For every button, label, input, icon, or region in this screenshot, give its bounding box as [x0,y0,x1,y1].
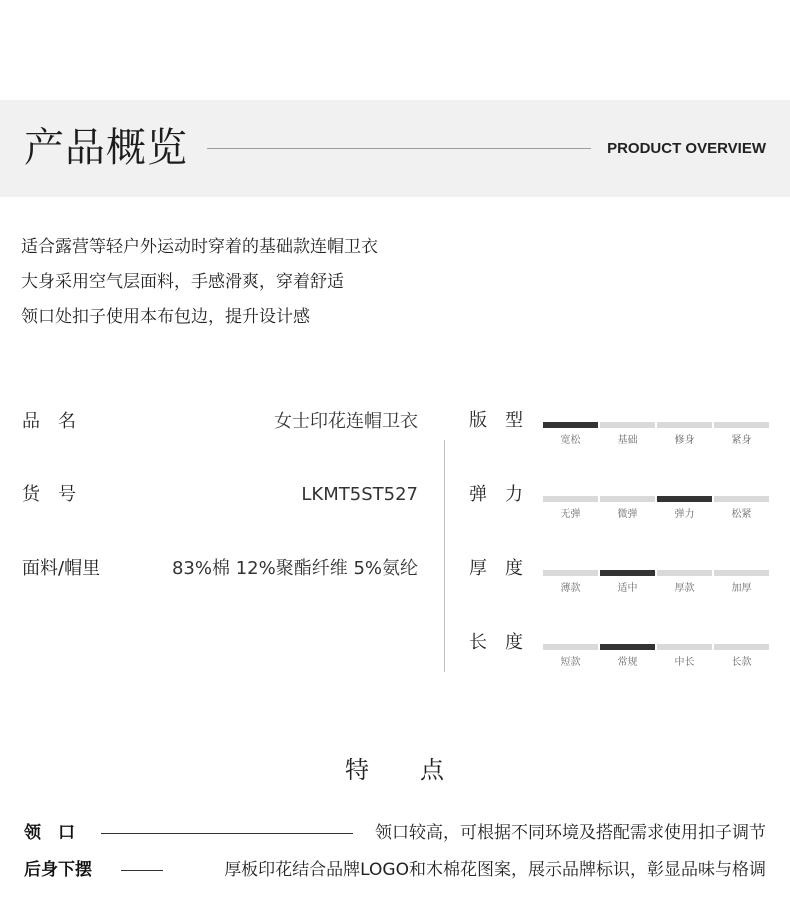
page-title: 产品概览 [24,125,188,171]
scale-option-label: 厚款 [674,583,695,594]
intro-line: 领口处扣子使用本布包边，提升设计感 [21,307,310,327]
scale-segment [543,496,598,502]
spec-value: 女士印花连帽卫衣 [274,411,418,432]
scale-option-label: 微弹 [617,509,638,520]
scale-thickness [469,560,769,610]
scale-segment-selected [657,496,712,502]
scale-segment-selected [543,422,598,428]
features-title: 特 点 [345,756,445,784]
spec-label: 货 号 [22,484,76,505]
spec-label: 品 名 [22,411,76,432]
scale-segment-selected [600,644,655,650]
feature-desc: 领口较高，可根据不同环境及搭配需求使用扣子调节 [375,823,766,843]
scale-option-label: 基础 [617,435,638,446]
scale-fit [469,412,769,462]
scale-label: 厚 度 [469,558,523,579]
scale-segment [714,644,769,650]
spec-value: 83%棉 12%聚酯纤维 5%氨纶 [171,558,418,579]
spec-row-sku [22,482,418,508]
scale-segment [657,422,712,428]
spec-value: LKMT5ST527 [301,484,418,505]
overview-banner [0,100,790,197]
intro-line: 适合露营等轻户外运动时穿着的基础款连帽卫衣 [21,237,378,257]
scale-option-label: 适中 [617,583,638,594]
spec-label: 面料/帽里 [22,558,101,579]
scale-option-label: 松紧 [731,509,752,520]
page-subtitle: PRODUCT OVERVIEW [607,140,766,157]
spec-row-fabric [22,556,418,582]
scale-segment-selected [600,570,655,576]
feature-connector-line [121,870,163,871]
feature-desc: 厚板印花结合品牌LOGO和木棉花图案，展示品牌标识，彰显品味与格调 [224,860,766,880]
feature-label: 后身下摆 [24,860,92,880]
scale-option-label: 宽松 [560,435,581,446]
spec-row-name [22,409,418,435]
scale-option-label: 中长 [674,657,695,668]
scale-segment [600,496,655,502]
scale-option-label: 修身 [674,435,695,446]
scale-segment [714,422,769,428]
scale-label: 版 型 [469,410,523,431]
scale-label: 长 度 [469,632,523,653]
scale-segment [600,422,655,428]
scale-option-label: 加厚 [731,583,752,594]
scale-option-label: 短款 [560,657,581,668]
scale-option-label: 无弹 [560,509,581,520]
scale-option-label: 常规 [617,657,638,668]
scale-segment [714,570,769,576]
intro-line: 大身采用空气层面料，手感滑爽，穿着舒适 [21,272,344,292]
feature-connector-line [101,833,353,834]
scale-label: 弹 力 [469,484,523,505]
banner-divider-line [207,148,591,149]
scale-segment [543,570,598,576]
feature-row-hem [24,857,766,883]
scale-option-label: 薄款 [560,583,581,594]
scale-stretch [469,486,769,536]
scale-segment [657,644,712,650]
scale-option-label: 弹力 [674,509,695,520]
scale-option-label: 紧身 [731,435,752,446]
scale-segment [543,644,598,650]
feature-label: 领 口 [24,823,75,843]
feature-row-collar [24,820,766,846]
scale-length [469,634,769,684]
intro-block [21,230,378,335]
scale-segment [657,570,712,576]
vertical-divider [444,440,445,672]
scale-option-label: 长款 [731,657,752,668]
scale-segment [714,496,769,502]
